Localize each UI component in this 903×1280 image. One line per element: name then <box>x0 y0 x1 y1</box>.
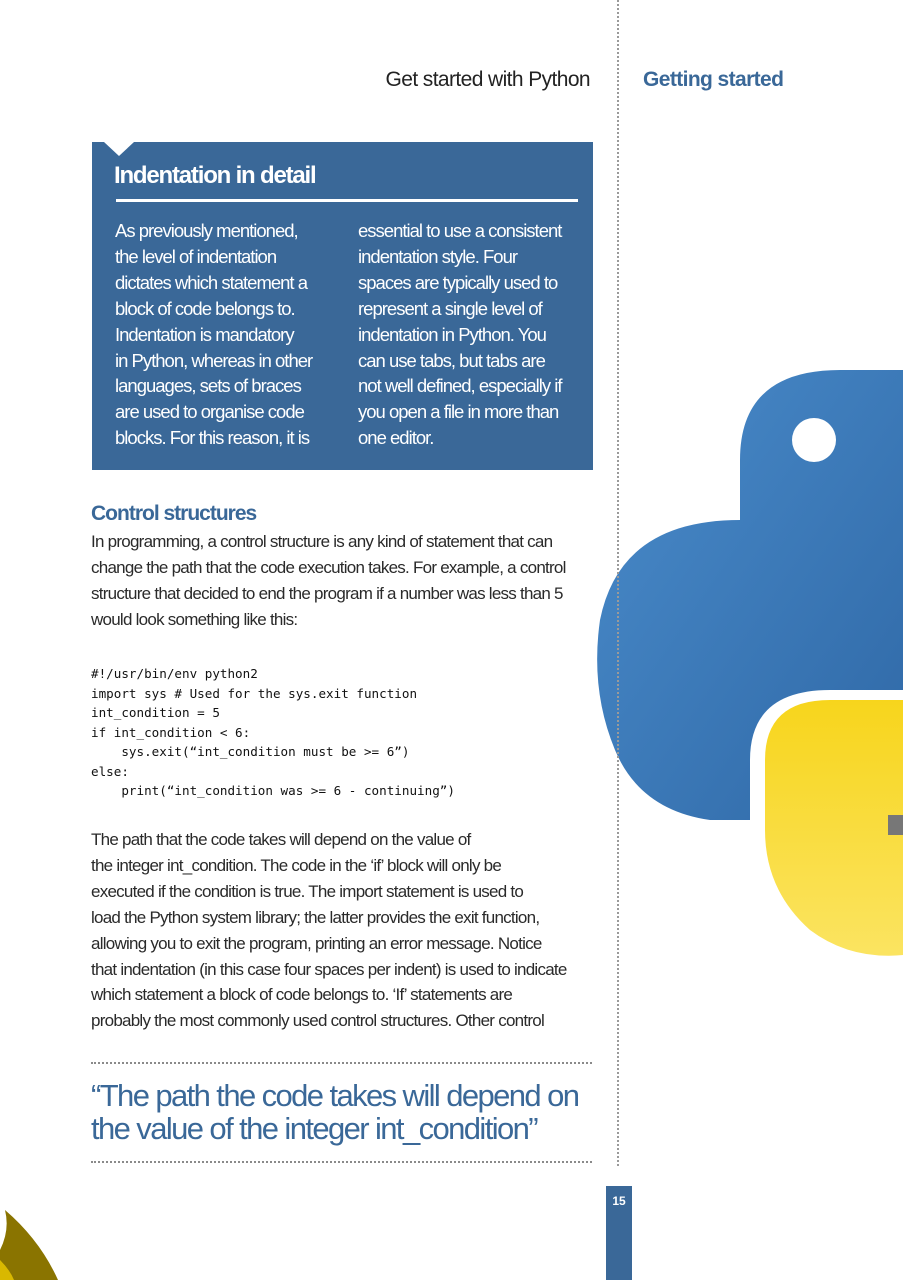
text-line: As previously mentioned, <box>115 220 298 241</box>
text-line: represent a single level of <box>358 297 542 319</box>
page-number: 15 <box>612 1194 626 1208</box>
page-number-tab <box>606 1186 632 1280</box>
text-line: structure that decided to end the program if a number was less than 5 <box>91 583 563 603</box>
text-line: would look something like this: <box>91 609 298 629</box>
text-line: Indentation is mandatory <box>115 323 294 345</box>
text-line: which statement a block of code belongs to. ‘If’ statements are <box>91 985 513 1005</box>
text-line: probably the most commonly used control structures. Other control <box>91 1011 544 1031</box>
text-line: blocks. For this reason, it is <box>115 427 310 449</box>
text-line: executed if the condition is true. The import statement is used to <box>91 881 524 901</box>
text-line: indentation style. Four <box>358 245 518 267</box>
text-line: block of code belongs to. <box>115 297 295 319</box>
indentation-sidebar-box <box>92 142 593 470</box>
text-line: In programming, a control structure is any kind of statement that can <box>91 532 553 551</box>
text-line: essential to use a consistent <box>358 220 562 241</box>
quote-line: the value of the integer int_condition” <box>91 1111 537 1146</box>
text-line: can use tabs, but tabs are <box>358 349 545 371</box>
text-line: not well defined, especially if <box>358 375 562 397</box>
text-line: languages, sets of braces <box>115 375 301 397</box>
text-line: indentation in Python. You <box>358 323 546 345</box>
text-line: one editor. <box>358 427 434 449</box>
box-rule <box>116 199 578 202</box>
box-column-left <box>115 218 355 451</box>
text-line: in Python, whereas in other <box>115 349 313 371</box>
running-header-chapter: Getting started <box>643 68 784 91</box>
section-heading: Control structures <box>91 502 257 525</box>
quote-line: “The path the code takes will depend on <box>91 1078 579 1113</box>
text-line: change the path that the code execution takes. For example, a control <box>91 557 566 577</box>
pull-quote <box>91 1079 578 1145</box>
text-line: The path that the code takes will depend on the value of <box>91 830 471 849</box>
box-title: Indentation in detail <box>114 162 316 189</box>
running-header-section: Get started with Python <box>385 68 590 91</box>
text-line: the level of indentation <box>115 245 277 267</box>
box-notch <box>104 142 134 156</box>
box-column-right <box>358 218 598 451</box>
text-line: dictates which statement a <box>115 271 307 293</box>
text-line: load the Python system library; the latter provides the exit function, <box>91 907 540 927</box>
text-line: the integer int_condition. The code in the ‘if’ block will only be <box>91 855 502 875</box>
python-logo-yellow-fragment <box>0 1200 70 1280</box>
quote-rule-bottom <box>91 1161 592 1163</box>
text-line: allowing you to exit the program, printing an error message. Notice <box>91 933 542 953</box>
body-paragraph <box>91 827 601 1034</box>
text-line: you open a file in more than <box>358 401 559 423</box>
python-logo-decoration <box>590 330 903 980</box>
text-line: are used to organise code <box>115 401 304 423</box>
text-line: that indentation (in this case four spaces per indent) is used to indicate <box>91 959 567 979</box>
quote-rule-top <box>91 1062 592 1064</box>
code-listing: #!/usr/bin/env python2 import sys # Used for the sys.exit function int_condition = 5 if int_condition < 6: sys.exit(“int_condition must be >= 6”) else: print(“int_condition was >= 6 - continuing”) <box>91 666 455 798</box>
text-line: spaces are typically used to <box>358 271 558 293</box>
column-divider <box>617 0 619 1166</box>
intro-paragraph <box>91 529 601 633</box>
